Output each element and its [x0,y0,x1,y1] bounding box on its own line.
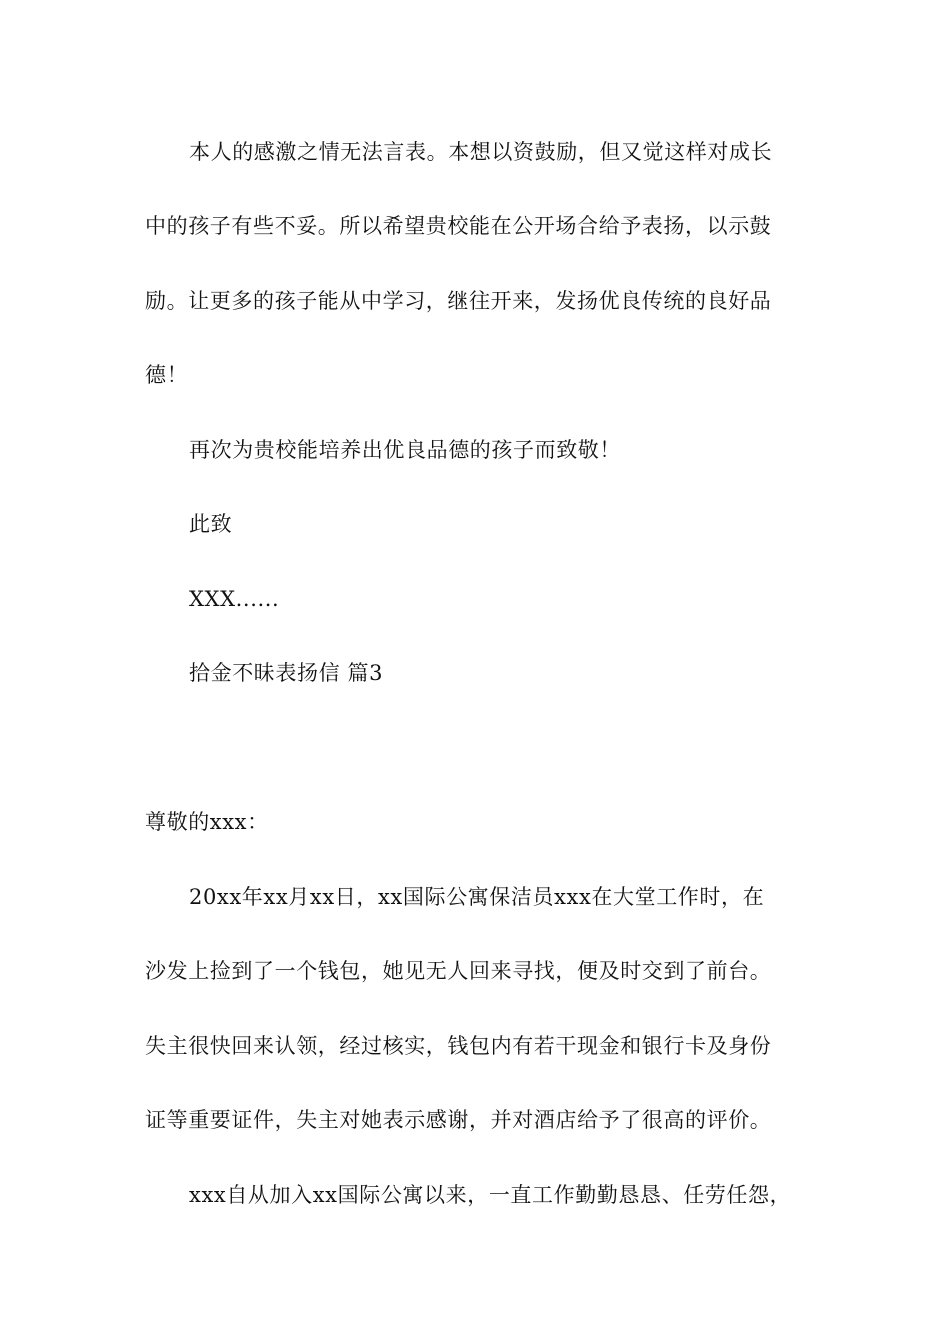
paragraph-line: 再次为贵校能培养出优良品德的孩子而致敬！ [189,438,621,462]
closing-text: 此致 [189,512,233,536]
paragraph-line: 失主很快回来认领，经过核实，钱包内有若干现金和银行卡及身份 [145,1034,772,1058]
paragraph-line: 德！ [145,363,189,387]
paragraph-line: 沙发上捡到了一个钱包，她见无人回来寻找，便及时交到了前台。 [145,959,772,983]
paragraph-line: 20xx年xx月xx日，xx国际公寓保洁员xxx在大堂工作时，在 [189,885,765,909]
paragraph-line: 中的孩子有些不妥。所以希望贵校能在公开场合给予表扬，以示鼓 [145,214,772,238]
paragraph-line: 励。让更多的孩子能从中学习，继往开来，发扬优良传统的良好品 [145,289,772,313]
section-title: 拾金不昧表扬信 篇3 [189,661,384,685]
salutation: 尊敬的xxx： [145,810,269,834]
paragraph-line: 证等重要证件，失主对她表示感谢，并对酒店给予了很高的评价。 [145,1108,772,1132]
paragraph-line: 本人的感激之情无法言表。本想以资鼓励，但又觉这样对成长 [189,140,773,164]
signature-text: XXX...... [189,587,280,611]
paragraph-line: xxx自从加入xx国际公寓以来，一直工作勤勤恳恳、任劳任怨， [189,1183,792,1207]
